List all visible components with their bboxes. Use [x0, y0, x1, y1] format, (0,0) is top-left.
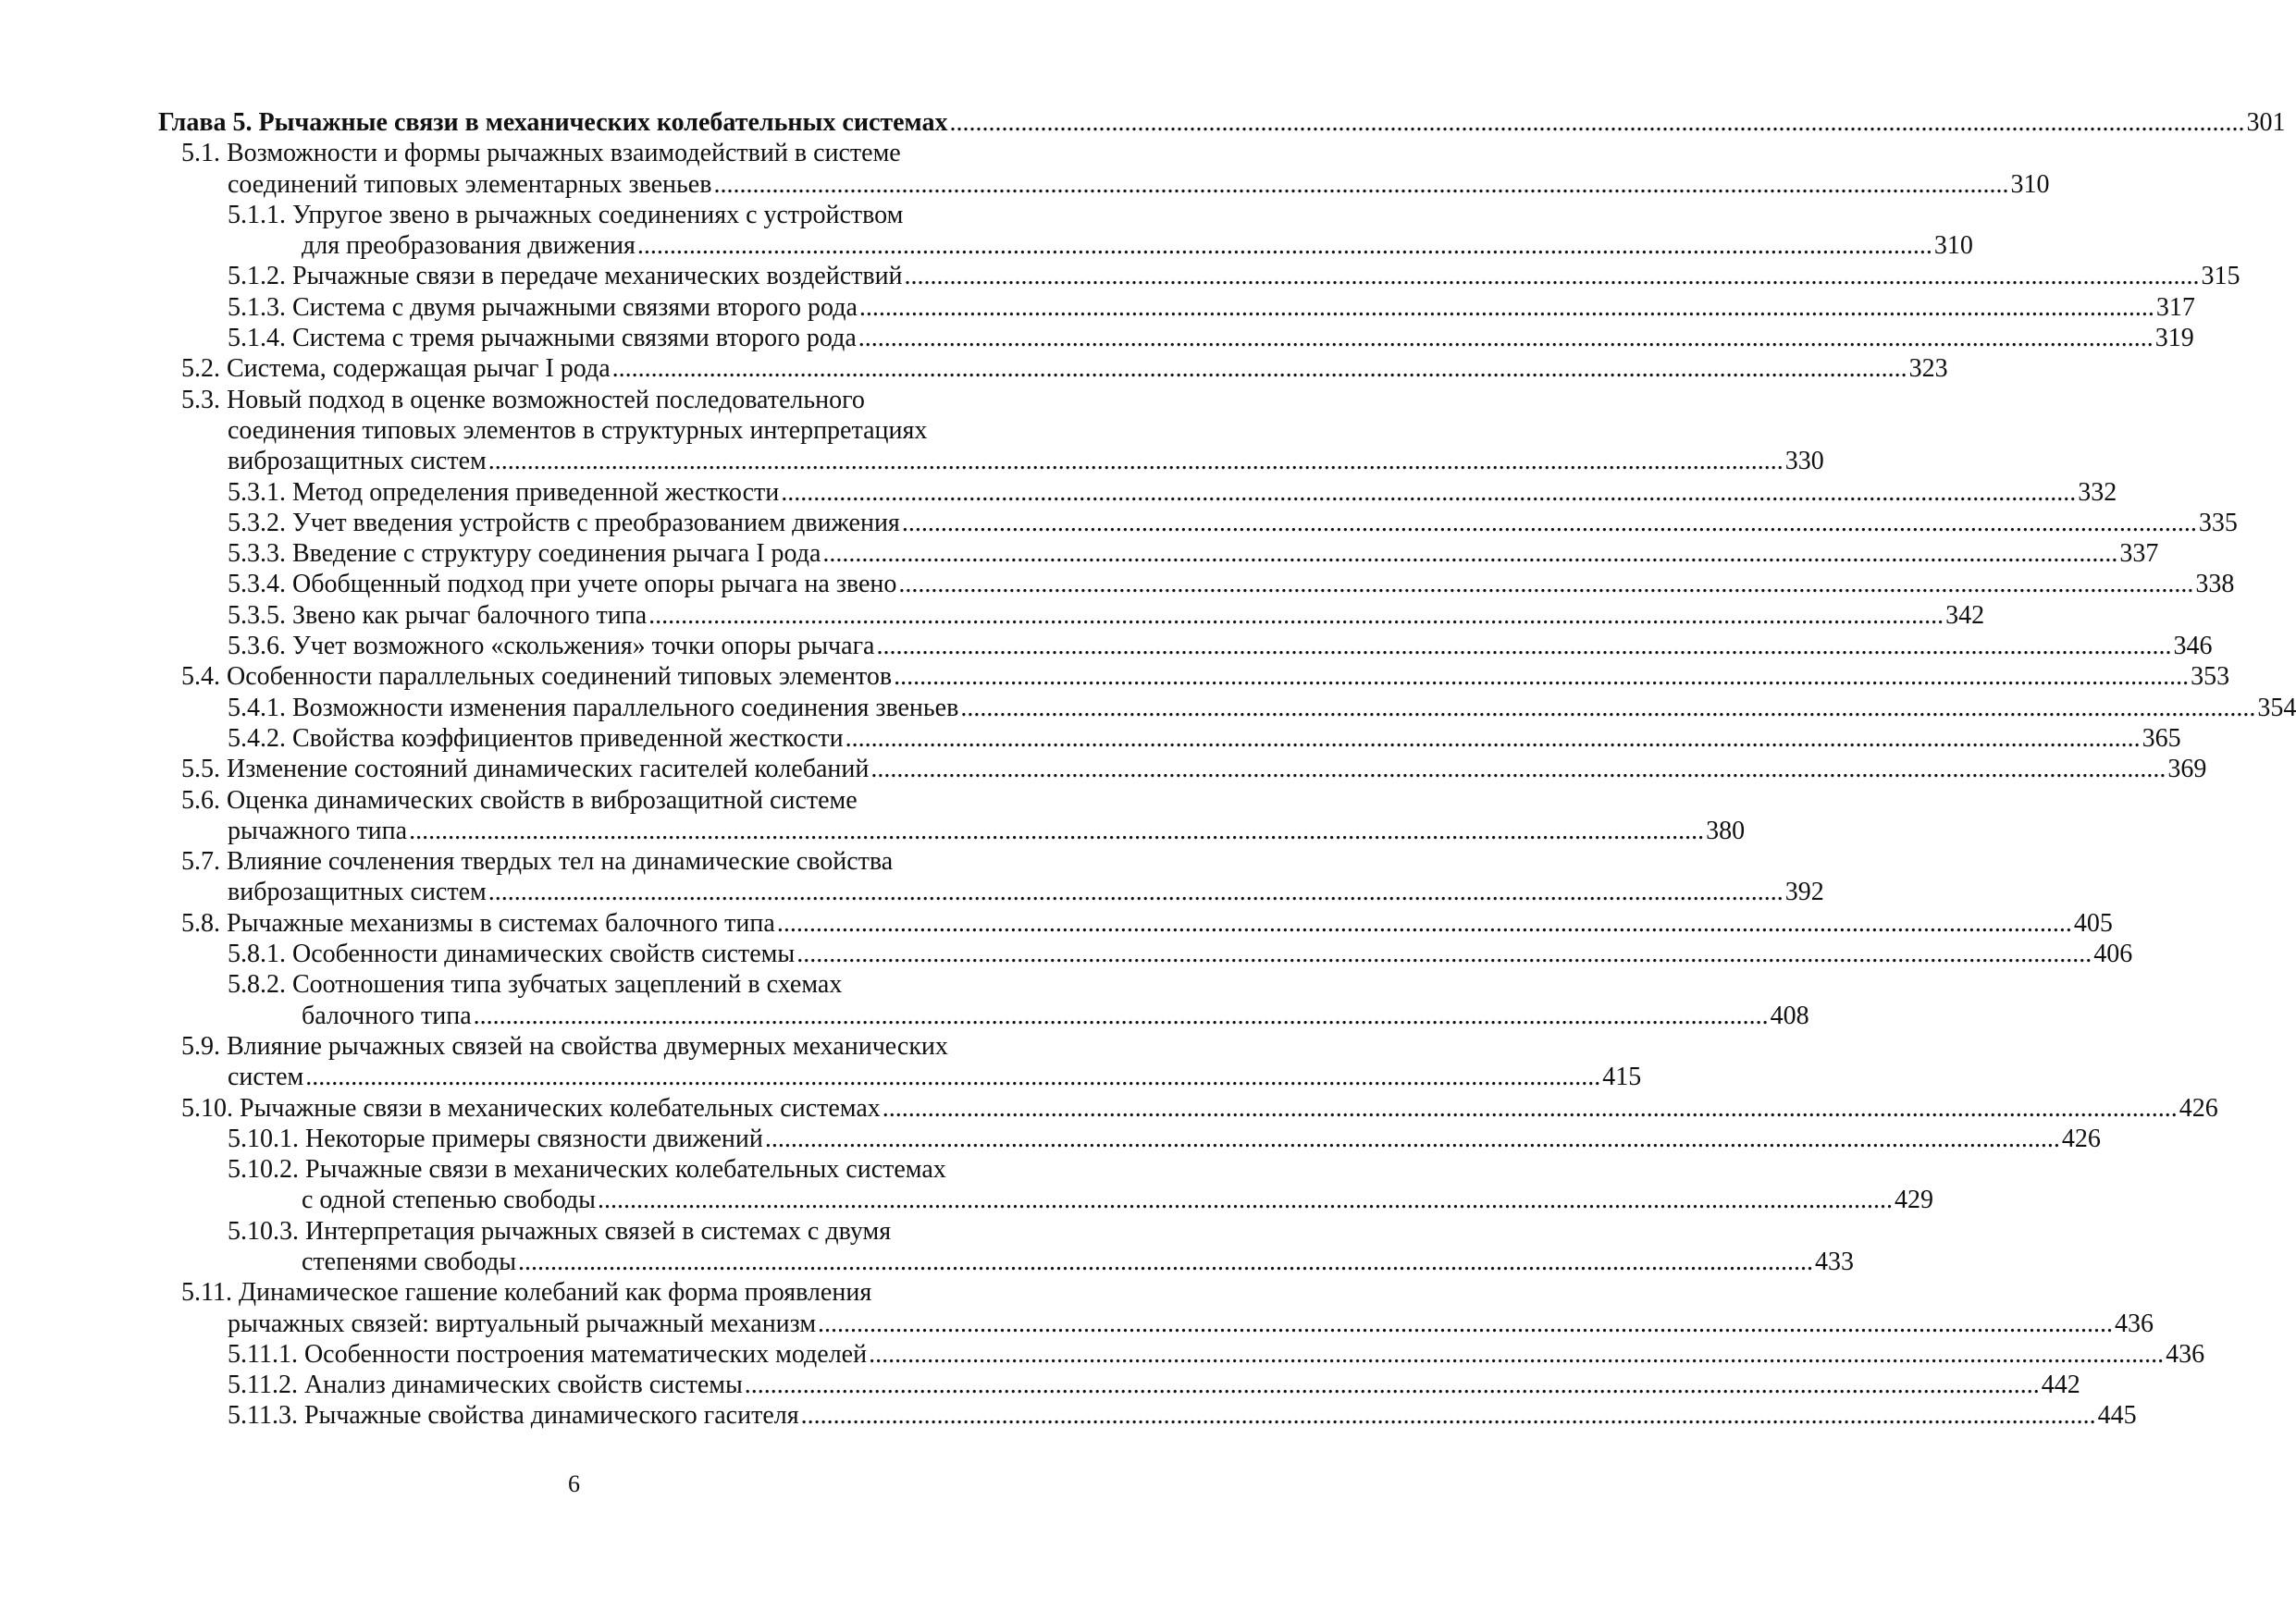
toc-entry-line: [158, 1185, 1933, 1215]
toc-entry-line: [158, 1124, 2101, 1154]
dot-leader: ........................................................................................................................................................................................................: [876, 632, 2172, 661]
dot-leader: ........................................................................................................................................................................................................: [845, 723, 2141, 753]
toc-entry: [158, 477, 2117, 508]
dot-leader: ........................................................................................................................................................................................................: [473, 1001, 1769, 1030]
toc-entry-title: систем: [228, 1063, 304, 1092]
toc-entry-page: 408: [1770, 1001, 1809, 1030]
toc-entry-page: 338: [2195, 570, 2235, 599]
toc-entry: [158, 723, 2181, 754]
toc-entry: [158, 969, 1809, 1031]
toc-entry-title: виброзащитных систем: [228, 878, 487, 907]
toc-entry-line: [158, 661, 2230, 692]
dot-leader: ........................................................................................................................................................................................................: [818, 1309, 2114, 1338]
toc-entry-title: 5.1.4. Система с тремя рычажными связями второго рода: [228, 324, 857, 353]
toc-entry-line: [158, 877, 1824, 907]
toc-entry-title: 5.5. Изменение состояний динамических гасителей колебаний: [181, 755, 870, 784]
toc-entry-title: 5.11.1. Особенности построения математических моделей: [228, 1339, 868, 1369]
dot-leader: ........................................................................................................................................................................................................: [858, 324, 2154, 353]
toc-entry-title: виброзащитных систем: [228, 447, 487, 476]
table-of-contents: [158, 107, 2296, 1432]
toc-entry-title: 5.3.6. Учет возможного «скольжения» точки опоры рычага: [228, 632, 875, 661]
toc-entry-page: 332: [2078, 477, 2117, 507]
toc-entry-title: 5.11.2. Анализ динамических свойств системы: [228, 1371, 743, 1400]
toc-entry-title: 5.4.2. Свойства коэффициентов приведенной жесткости: [228, 723, 844, 753]
toc-entry: [158, 1154, 1933, 1216]
dot-leader: ........................................................................................................................................................................................................: [636, 231, 1932, 261]
toc-entry: [158, 908, 2113, 939]
toc-entry: [158, 323, 2194, 353]
toc-entry-page: 429: [1894, 1186, 1933, 1215]
toc-entry-line: [158, 569, 2235, 599]
toc-entry-title: соединения типовых элементов в структурных интерпретациях: [228, 415, 928, 445]
toc-entry-line: [158, 1247, 1855, 1277]
toc-entry-line: [158, 939, 2133, 969]
toc-entry-line: [158, 446, 1824, 476]
toc-entry-line: [158, 1093, 2218, 1124]
toc-entry-page: 406: [2093, 940, 2133, 969]
toc-entry-line: [158, 600, 1985, 631]
toc-entry: [158, 1124, 2101, 1154]
dot-leader: ........................................................................................................................................................................................................: [597, 1186, 1893, 1215]
dot-leader: ........................................................................................................................................................................................................: [611, 354, 1907, 384]
toc-entry: [158, 631, 2213, 661]
toc-entry-page: 436: [2115, 1309, 2154, 1338]
toc-entry-title: 5.1.2. Рычажные связи в передаче механических воздействий: [228, 262, 903, 291]
toc-entry-title: 5.10. Рычажные связи в механических колебательных системах: [181, 1093, 881, 1123]
toc-entry-page: 354: [2257, 693, 2296, 722]
dot-leader: ........................................................................................................................................................................................................: [776, 908, 2072, 938]
toc-entry-line: [158, 292, 2195, 323]
dot-leader: ........................................................................................................................................................................................................: [713, 169, 2009, 199]
toc-entry-page: 346: [2173, 632, 2213, 661]
dot-leader: ........................................................................................................................................................................................................: [800, 1401, 2096, 1431]
toc-entry: [158, 138, 2050, 200]
toc-entry-title: рычажных связей: виртуальный рычажный механизм: [228, 1309, 817, 1338]
toc-entry: [158, 1339, 2205, 1370]
toc-entry-page: 436: [2166, 1339, 2205, 1369]
toc-entry-title: 5.10.3. Интерпретация рычажных связей в системах с двумя: [228, 1216, 892, 1246]
toc-entry-title: 5.9. Влияние рычажных связей на свойства двумерных механических: [181, 1031, 948, 1061]
toc-entry: [158, 939, 2133, 969]
toc-entry-line: [158, 816, 1746, 846]
toc-entry-line: [158, 508, 2238, 538]
toc-entry-title: 5.3.3. Введение с структуру соединения рычага I рода: [228, 539, 821, 569]
dot-leader: ........................................................................................................................................................................................................: [744, 1371, 2040, 1400]
toc-entry-title: 5.3.1. Метод определения приведенной жесткости: [228, 477, 780, 507]
toc-entry: [158, 353, 1948, 384]
toc-entry-line: [158, 723, 2181, 754]
toc-entry-line: [158, 261, 2240, 291]
toc-entry: [158, 1400, 2137, 1431]
dot-leader: ........................................................................................................................................................................................................: [764, 1124, 2060, 1153]
toc-entry-title: 5.10.1. Некоторые примеры связности движений: [228, 1124, 763, 1153]
toc-entry-title: 5.8.2. Соотношения типа зубчатых зацеплений в схемах: [228, 970, 843, 1000]
toc-entry-title: соединений типовых элементарных звеньев: [228, 169, 712, 199]
toc-entry-page: 369: [2167, 755, 2207, 784]
toc-entry-page: 415: [1602, 1063, 1642, 1092]
toc-entry-line: [158, 323, 2194, 353]
toc-entry-line: [158, 1062, 1642, 1092]
dot-leader: ........................................................................................................................................................................................................: [901, 508, 2197, 537]
toc-entry: [158, 508, 2238, 538]
dot-leader: ........................................................................................................................................................................................................: [858, 292, 2154, 322]
toc-entry-line: [158, 631, 2213, 661]
toc-entry: [158, 200, 1973, 262]
toc-entry: [158, 600, 1985, 631]
toc-entry-title: 5.11.3. Рычажные свойства динамического гасителя: [228, 1401, 799, 1431]
toc-entry-line: [158, 693, 2296, 723]
toc-entry-title: 5.1.3. Система с двумя рычажными связями второго рода: [228, 292, 858, 322]
toc-entry-title: 5.3.4. Обобщенный подход при учете опоры рычага на звено: [228, 570, 897, 599]
toc-entry-page: 323: [1908, 354, 1948, 384]
toc-entry-title: степенями свободы: [302, 1247, 517, 1276]
toc-entry-page: 392: [1784, 878, 1824, 907]
toc-entry-page: 319: [2154, 324, 2194, 353]
toc-entry-page: 310: [1933, 231, 1973, 261]
dot-leader: ........................................................................................................................................................................................................: [904, 262, 2200, 291]
toc-entry: [158, 292, 2195, 323]
toc-entry-title: с одной степенью свободы: [302, 1186, 596, 1215]
toc-entry-page: 365: [2142, 723, 2181, 753]
toc-entry-line: [158, 230, 1973, 261]
toc-entry: [158, 1093, 2218, 1124]
page-number: 6: [568, 1470, 580, 1497]
toc-entry: [158, 569, 2235, 599]
toc-entry: [158, 693, 2296, 723]
toc-entry: [158, 1031, 1642, 1093]
dot-leader: ........................................................................................................................................................................................................: [960, 693, 2256, 722]
dot-leader: ........................................................................................................................................................................................................: [882, 1093, 2178, 1123]
dot-leader: ........................................................................................................................................................................................................: [870, 755, 2166, 784]
toc-entry-line: [158, 477, 2117, 508]
toc-entry-page: 353: [2191, 662, 2230, 692]
toc-entry: [158, 107, 2286, 138]
dot-leader: ........................................................................................................................................................................................................: [869, 1339, 2165, 1369]
toc-entry-line: [158, 754, 2207, 784]
toc-entry: [158, 1216, 1855, 1278]
toc-entry-line: [158, 908, 2113, 939]
toc-entry-line: [158, 1400, 2137, 1431]
toc-entry-title: 5.4. Особенности параллельных соединений типовых элементов: [181, 662, 893, 692]
toc-entry-title: балочного типа: [302, 1001, 472, 1030]
toc-entry-line: [158, 353, 1948, 384]
dot-leader: ........................................................................................................................................................................................................: [781, 477, 2077, 507]
toc-entry-title: 5.6. Оценка динамических свойств в виброзащитной системе: [181, 785, 858, 815]
toc-entry-line: [158, 538, 2159, 569]
dot-leader: ........................................................................................................................................................................................................: [488, 447, 1784, 476]
toc-entry: [158, 661, 2230, 692]
toc-entry: [158, 1370, 2080, 1400]
toc-entry: [158, 538, 2159, 569]
dot-leader: ........................................................................................................................................................................................................: [894, 662, 2190, 692]
dot-leader: ........................................................................................................................................................................................................: [305, 1063, 1601, 1092]
toc-entry: [158, 385, 1824, 477]
toc-entry-page: 335: [2198, 508, 2238, 537]
toc-entry-title: 5.10.2. Рычажные связи в механических колебательных системах: [228, 1155, 946, 1185]
toc-entry-page: 310: [2010, 169, 2050, 199]
toc-entry-title: 5.4.1. Возможности изменения параллельного соединения звеньев: [228, 693, 959, 722]
toc-entry-page: 380: [1706, 816, 1746, 845]
toc-entry-line: [158, 107, 2286, 138]
dot-leader: ........................................................................................................................................................................................................: [796, 940, 2092, 969]
toc-entry-title: 5.3.2. Учет введения устройств с преобразованием движения: [228, 508, 900, 537]
toc-entry-line: [158, 1001, 1809, 1031]
dot-leader: ........................................................................................................................................................................................................: [488, 878, 1784, 907]
toc-entry-page: 330: [1784, 447, 1824, 476]
toc-entry-title: 5.8. Рычажные механизмы в системах балочного типа: [181, 908, 775, 938]
toc-entry-page: 301: [2246, 108, 2286, 137]
toc-entry-line: [158, 1370, 2080, 1400]
toc-entry-line: [158, 169, 2050, 200]
toc-entry-line: [158, 1309, 2154, 1339]
toc-entry-title: 5.8.1. Особенности динамических свойств системы: [228, 940, 796, 969]
toc-entry-title: Глава 5. Рычажные связи в механических колебательных системах: [158, 108, 948, 137]
toc-entry-title: 5.2. Система, содержащая рычаг I рода: [181, 354, 611, 384]
dot-leader: ........................................................................................................................................................................................................: [822, 539, 2118, 569]
toc-entry: [158, 261, 2240, 291]
toc-entry: [158, 785, 1746, 847]
dot-leader: ........................................................................................................................................................................................................: [648, 600, 1944, 630]
toc-entry-title: для преобразования движения: [302, 231, 636, 261]
dot-leader: ........................................................................................................................................................................................................: [949, 108, 2245, 137]
toc-entry-page: 445: [2097, 1401, 2137, 1431]
toc-entry-line: [158, 1339, 2205, 1370]
toc-entry-page: 405: [2073, 908, 2113, 938]
toc-entry-page: 342: [1945, 600, 1985, 630]
toc-entry-title: 5.3.5. Звено как рычаг балочного типа: [228, 600, 648, 630]
toc-entry-page: 426: [2061, 1124, 2101, 1153]
toc-entry-title: 5.3. Новый подход в оценке возможностей последовательного: [181, 385, 865, 414]
toc-entry: [158, 1277, 2154, 1339]
toc-entry-title: рычажного типа: [228, 816, 408, 845]
toc-entry-title: 5.1. Возможности и формы рычажных взаимодействий в системе: [181, 139, 901, 168]
toc-entry-page: 337: [2119, 539, 2159, 569]
toc-entry-title: 5.7. Влияние сочленения твердых тел на динамические свойства: [181, 847, 894, 877]
toc-entry-title: 5.1.1. Упругое звено в рычажных соединениях с устройством: [228, 200, 904, 229]
toc-entry: [158, 846, 1824, 908]
toc-entry-page: 426: [2179, 1093, 2218, 1123]
toc-entry: [158, 754, 2207, 784]
toc-entry-page: 442: [2041, 1371, 2080, 1400]
toc-entry-page: 315: [2201, 262, 2240, 291]
toc-entry-page: 317: [2155, 292, 2195, 322]
dot-leader: ........................................................................................................................................................................................................: [518, 1247, 1814, 1276]
dot-leader: ........................................................................................................................................................................................................: [409, 816, 1705, 845]
dot-leader: ........................................................................................................................................................................................................: [898, 570, 2194, 599]
toc-entry-page: 433: [1815, 1247, 1855, 1276]
toc-entry-title: 5.11. Динамическое гашение колебаний как форма проявления: [181, 1278, 872, 1308]
